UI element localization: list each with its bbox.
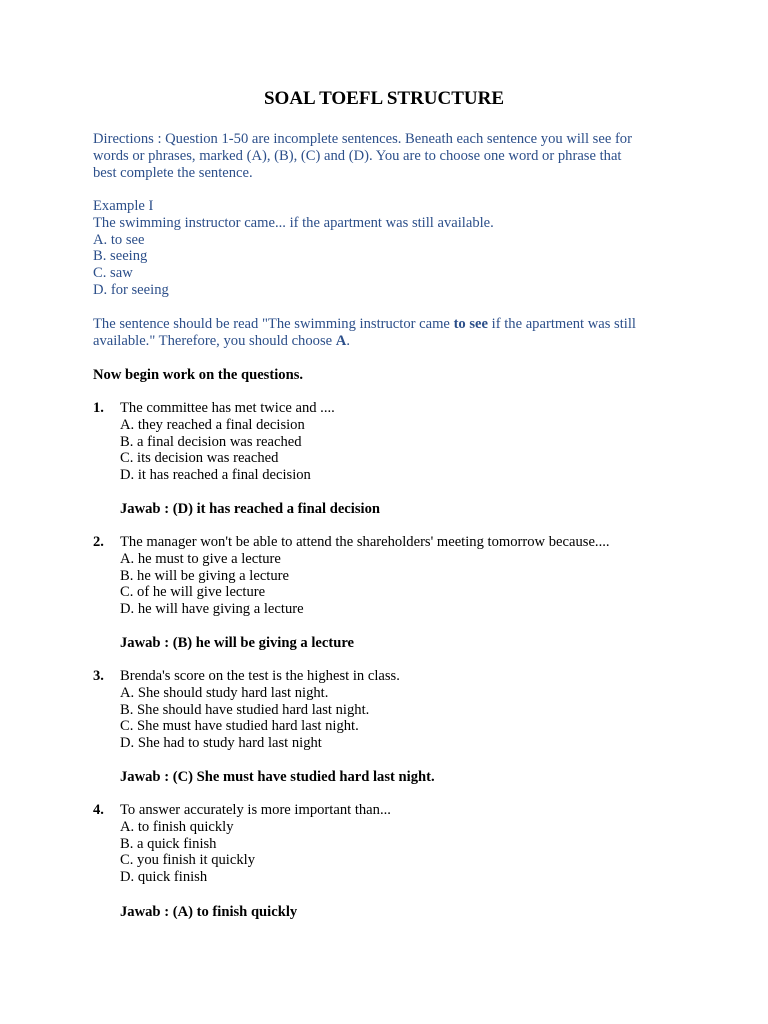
question-number: 4. bbox=[93, 802, 104, 818]
example-option: C. saw bbox=[93, 265, 133, 282]
example-block bbox=[93, 198, 683, 299]
explanation-text: available." Therefore, you should choose bbox=[93, 332, 336, 349]
example-explanation bbox=[93, 316, 683, 350]
question-option: B. he will be giving a lecture bbox=[120, 567, 289, 584]
question-option: B. a final decision was reached bbox=[120, 433, 302, 450]
directions-line: best complete the sentence. bbox=[93, 164, 253, 181]
page-title: SOAL TOEFL STRUCTURE bbox=[263, 88, 505, 109]
question-number: 2. bbox=[93, 534, 104, 550]
question-option: B. a quick finish bbox=[120, 835, 217, 852]
question-option: A. he must to give a lecture bbox=[120, 550, 281, 567]
question-stem: Brenda's score on the test is the highest in class. bbox=[120, 668, 400, 684]
directions-paragraph bbox=[93, 131, 683, 181]
example-option: D. for seeing bbox=[93, 281, 169, 298]
example-heading: Example I bbox=[93, 198, 154, 214]
question-option: C. She must have studied hard last night. bbox=[120, 718, 359, 735]
answer-line: Jawab : (C) She must have studied hard last night. bbox=[120, 769, 435, 785]
answer-line: Jawab : (A) to finish quickly bbox=[120, 904, 298, 920]
question-option: D. quick finish bbox=[120, 869, 208, 886]
question-option: C. you finish it quickly bbox=[120, 852, 255, 869]
question-number: 3. bbox=[93, 668, 104, 684]
directions-line: words or phrases, marked (A), (B), (C) and (D). You are to choose one word or phrase that bbox=[93, 147, 622, 164]
begin-instruction: Now begin work on the questions. bbox=[93, 367, 304, 383]
question-option: C. its decision was reached bbox=[120, 450, 279, 467]
question-option: A. She should study hard last night. bbox=[120, 684, 329, 701]
explanation-text: The sentence should be read "The swimming instructor came bbox=[93, 316, 454, 332]
explanation-line bbox=[93, 316, 683, 333]
question-option: A. to finish quickly bbox=[120, 818, 234, 835]
question-4 bbox=[120, 802, 680, 886]
answer-line: Jawab : (B) he will be giving a lecture bbox=[120, 635, 355, 651]
question-option: A. they reached a final decision bbox=[120, 416, 305, 433]
question-option: D. it has reached a final decision bbox=[120, 467, 311, 484]
directions-line: Directions : Question 1-50 are incomplete sentences. Beneath each sentence you will see for bbox=[93, 131, 632, 147]
question-option: D. he will have giving a lecture bbox=[120, 601, 304, 618]
explanation-highlight: to see bbox=[453, 316, 489, 332]
example-option: A. to see bbox=[93, 231, 145, 248]
explanation-highlight: A bbox=[335, 332, 347, 349]
question-option: D. She had to study hard last night bbox=[120, 735, 322, 752]
explanation-text: . bbox=[346, 332, 350, 349]
question-stem: To answer accurately is more important than... bbox=[120, 802, 391, 818]
question-1 bbox=[120, 400, 680, 484]
question-stem: The committee has met twice and .... bbox=[120, 400, 335, 416]
example-stem: The swimming instructor came... if the apartment was still available. bbox=[93, 214, 494, 231]
question-2 bbox=[120, 534, 680, 618]
explanation-text: if the apartment was still bbox=[488, 316, 636, 332]
example-option: B. seeing bbox=[93, 248, 148, 265]
question-option: B. She should have studied hard last night. bbox=[120, 701, 370, 718]
explanation-line bbox=[93, 333, 683, 350]
question-3 bbox=[120, 668, 680, 752]
question-option: C. of he will give lecture bbox=[120, 584, 266, 601]
question-number: 1. bbox=[93, 400, 104, 416]
question-stem: The manager won't be able to attend the shareholders' meeting tomorrow because.... bbox=[120, 534, 610, 550]
answer-line: Jawab : (D) it has reached a final decision bbox=[120, 501, 380, 517]
